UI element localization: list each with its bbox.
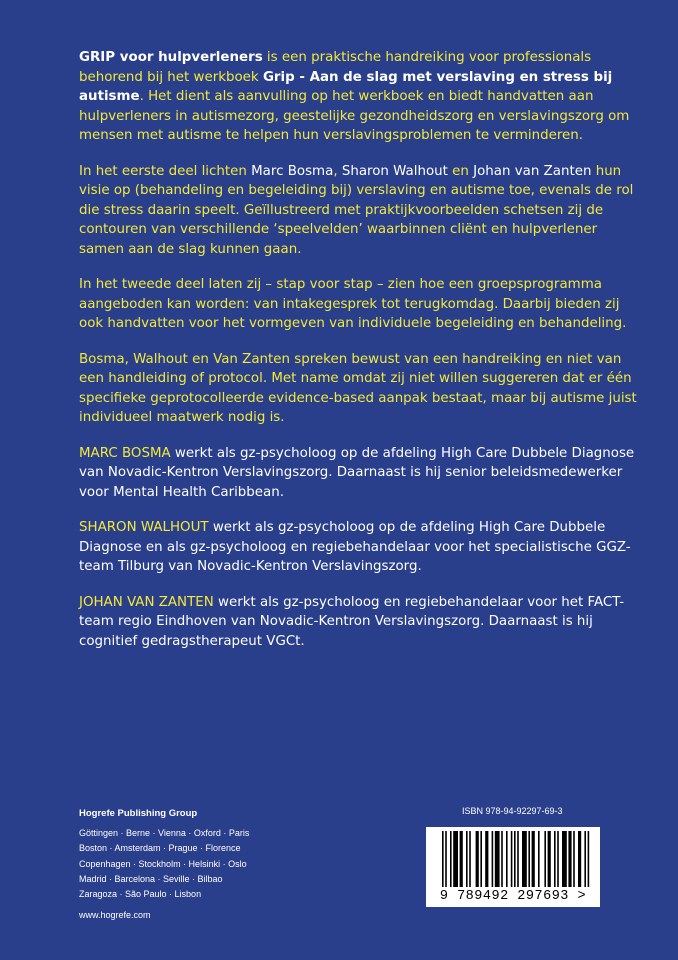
barcode-bar — [445, 831, 447, 887]
author-bio-name: SHARON WALHOUT — [79, 520, 209, 535]
barcode-bar — [573, 831, 575, 887]
workbook-title: Grip - Aan de slag met verslaving en stress bij autisme — [79, 69, 613, 104]
publisher-url: www.hogrefe.com — [79, 910, 151, 921]
author-bio — [79, 593, 639, 652]
barcode-bar — [578, 831, 581, 887]
part2-paragraph: In het tweede deel laten zij – stap voor stap – zien hoe een groepsprogramma aangeboden kan worden: van intakegesprek tot terugkomdag. Daarbij bieden zij ook handvatten voor het vormgeven van individuele begeleiding en behandeling. — [79, 277, 627, 331]
barcode-bar — [492, 831, 494, 887]
city-line: Boston · Amsterdam · Prague · Florence — [79, 843, 241, 854]
book-title: GRIP voor hulpverleners — [79, 50, 263, 65]
barcode-bar — [480, 831, 482, 887]
publisher-block — [79, 806, 379, 923]
barcode-bar — [501, 831, 503, 887]
part3-paragraph: Bosma, Walhout en Van Zanten spreken bewust van een handreiking en niet van een handleiding of protocol. Met name omdat zij niet willen suggereren dat er één specifieke geprotocolleerde evidence-based aanpak bestaat, maar bij autisme juist individueel maatwerk nodig is. — [79, 351, 637, 425]
part1-paragraph: In het eerste deel lichten Marc Bosma, Sharon Walhout en Johan van Zanten hun visie op (behandeling en begeleiding bij) verslaving en autisme toe, evenals de rol die stress daarin speelt. Geïllustreerd met praktijkvoorbeelden schetsen zij de contouren van verschillende ‘speelvelden’ waarbinnen cliënt en hulpverlener samen aan de slag kunnen gaan. — [79, 163, 634, 257]
intro-text-2: . Het dient als aanvulling op het werkboek en biedt handvatten aan hulpverleners in autismezorg, geestelijke gezondheidszorg en verslavingszorg om mensen met autisme te helpen hun verslavingsproblemen te verminderen. — [79, 89, 630, 143]
barcode-bar — [588, 831, 590, 887]
barcode-bar — [538, 831, 540, 887]
isbn-label: ISBN 978-94-92297-69-3 — [462, 806, 563, 816]
author-bio-text: werkt als gz-psycholoog op de afdeling High Care Dubbele Diagnose en als gz-psycholoog en regiebehandelaar voor het specialistische GGZ-team Tilburg van Novadic-Kentron Verslavingszorg. — [79, 520, 631, 574]
barcode-bar — [544, 831, 546, 887]
barcode-bar — [562, 831, 567, 887]
author-name-1: Marc Bosma — [251, 163, 334, 179]
barcode-bar — [442, 831, 444, 887]
author-bio — [79, 518, 639, 577]
barcode-bar — [485, 831, 488, 887]
barcode-bar — [517, 831, 519, 887]
barcode-bar — [528, 831, 530, 887]
barcode — [426, 827, 600, 907]
barcode-bar — [557, 831, 559, 887]
barcode-bar — [466, 831, 468, 887]
barcode-bar — [450, 831, 452, 887]
intro-text-1: is een praktische handreiking voor professionals behorend bij het werkboek — [79, 50, 592, 85]
barcode-digits: 9 789492 297693 > — [439, 889, 587, 904]
city-line: Copenhagen · Stockholm · Helsinki · Oslo — [79, 858, 247, 869]
barcode-bar — [554, 831, 556, 887]
publisher-cities — [79, 826, 379, 902]
barcode-bar — [532, 831, 535, 887]
author-name-2: Sharon Walhout — [341, 163, 448, 179]
barcode-bar — [469, 831, 471, 887]
city-line: Madrid · Barcelona · Seville · Bilbao — [79, 873, 223, 884]
barcode-bar — [511, 831, 513, 887]
city-line: Zaragoza · São Paulo · Lisbon — [79, 889, 202, 900]
author-name-3: Johan van Zanten — [473, 163, 592, 179]
intro-paragraph — [79, 48, 639, 146]
barcode-bar — [522, 831, 527, 887]
author-bio-text: werkt als gz-psycholoog op de afdeling High Care Dubbele Diagnose van Novadic-Kentron Verslavingszorg. Daarnaast is hij senior beleidsmedewerker voor Mental Health Caribbean. — [79, 445, 635, 500]
barcode-bar — [568, 831, 571, 887]
barcode-bar — [495, 831, 500, 887]
author-bio-name: JOHAN VAN ZANTEN — [79, 594, 214, 610]
author-bio — [79, 444, 639, 503]
publisher-name: Hogrefe Publishing Group — [79, 808, 198, 819]
barcode-bar — [506, 831, 508, 887]
author-bio-text: werkt als gz-psycholoog en regiebehandelaar voor het FACT-team regio Eindhoven van Novadic-Kentron Verslavingszorg. Daarnaast is hij cognitief gedragstherapeut VGCt. — [79, 594, 625, 649]
back-cover-text — [79, 48, 639, 667]
barcode-bar — [453, 831, 458, 887]
barcode-bar — [514, 831, 516, 887]
author-bio-name: MARC BOSMA — [79, 445, 171, 461]
barcode-bar — [476, 831, 479, 887]
city-line: Göttingen · Berne · Vienna · Oxford · Paris — [79, 828, 250, 839]
barcode-bar — [460, 831, 463, 887]
barcode-bar — [548, 831, 551, 887]
barcode-bar — [584, 831, 586, 887]
